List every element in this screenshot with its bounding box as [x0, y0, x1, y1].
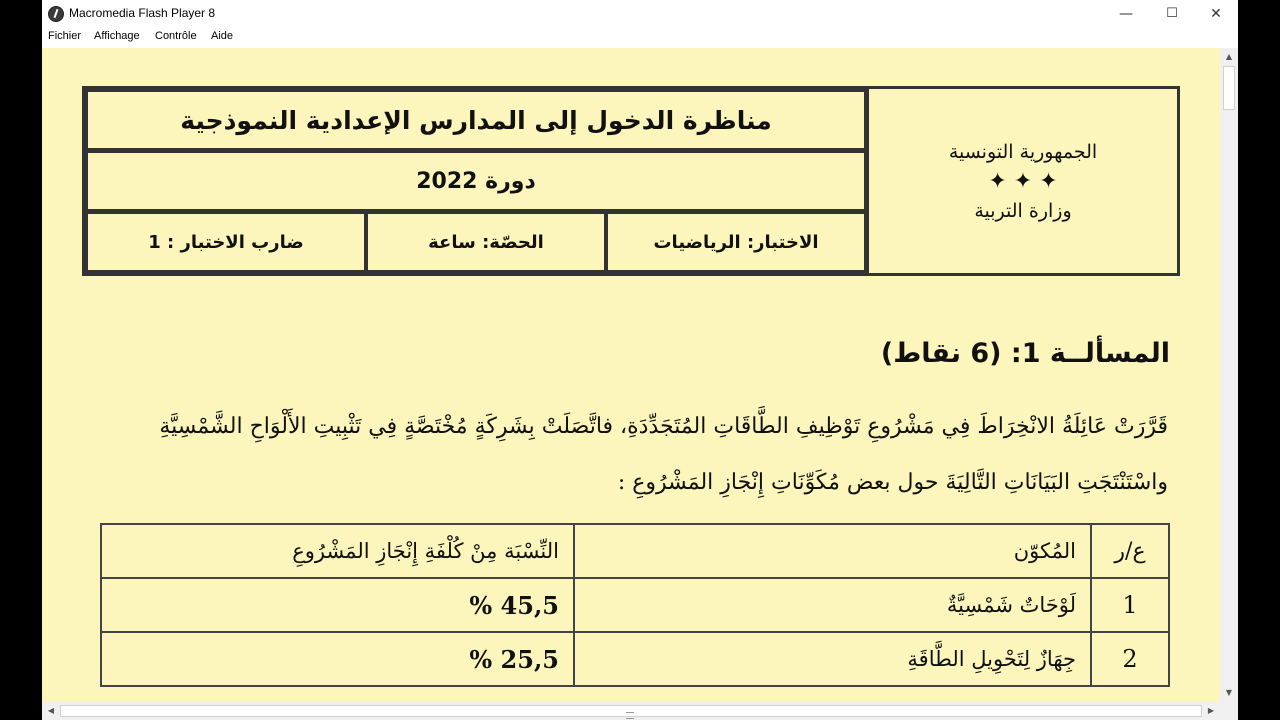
ministry-name: وزارة التربية: [974, 199, 1072, 222]
problem-text-line-1: قَرَّرَتْ عَائِلَةُ الانْخِرَاطَ فِي مَشْرُوعِ تَوْظِيفِ الطَّاقَاتِ المُتَجَدِّدَةِ، فاتَّصَلَتْ بِشَرِكَةٍ مُخْتَصَّةٍ فِي تَثْبِيتِ الأَلْوَاحِ الشَّمْسِيَّةِ: [159, 414, 1168, 439]
menu-affichage[interactable]: Affichage: [94, 30, 140, 42]
stars-ornament: ✦ ✦ ✦: [988, 168, 1058, 194]
exam-title-cell: [85, 89, 867, 151]
coefficient-cell: [85, 211, 367, 273]
row-component: لَوْحَاتٌ شَمْسِيَّةٌ: [574, 578, 1091, 632]
table-header-row: [101, 524, 1169, 578]
exam-coefficient: ضارب الاختبار : 1: [148, 231, 304, 253]
duration-cell: [365, 211, 607, 273]
menu-aide[interactable]: Aide: [211, 30, 234, 42]
exam-subject-cell: [605, 211, 867, 273]
exam-subject: الاختبار: الرياضيات: [653, 231, 819, 253]
header-percentage: النِّسْبَة مِنْ كُلْفَةِ إِنْجَازِ المَشْرُوعِ: [101, 524, 574, 578]
row-number: 2: [1091, 632, 1169, 686]
window-title: Macromedia Flash Player 8: [69, 6, 216, 20]
horizontal-scroll-thumb[interactable]: [60, 705, 1202, 717]
session-label: دورة 2022: [416, 168, 536, 194]
row-percentage: 45,5 %: [101, 578, 574, 632]
scroll-right-icon[interactable]: ▶: [1207, 706, 1215, 715]
close-button[interactable]: ✕: [1210, 6, 1222, 22]
components-table: [100, 523, 1170, 687]
vertical-scroll-thumb[interactable]: [1223, 66, 1235, 110]
scroll-up-icon[interactable]: ▲: [1225, 52, 1233, 61]
exam-duration: الحصّة: ساعة: [428, 231, 544, 253]
row-component: جِهَازٌ لِتَحْوِيلِ الطَّاقَةِ: [574, 632, 1091, 686]
row-number: 1: [1091, 578, 1169, 632]
table-row: [101, 632, 1169, 686]
country-name: الجمهورية التونسية: [948, 140, 1098, 163]
scroll-left-icon[interactable]: ◀: [47, 706, 55, 715]
problem-text-line-2: واسْتَنْتَجَتِ البَيَانَاتِ التَّالِيَةَ حول بعض مُكَوِّنَاتِ إِنْجَازِ المَشْرُوعِ :: [617, 470, 1168, 495]
exam-title: مناظرة الدخول إلى المدارس الإعدادية النموذجية: [180, 105, 772, 135]
menu-fichier[interactable]: Fichier: [48, 30, 82, 42]
scroll-down-icon[interactable]: ▼: [1225, 688, 1233, 697]
horizontal-scrollbar[interactable]: [42, 702, 1220, 720]
menu-controle[interactable]: Contrôle: [155, 30, 197, 42]
problem-heading: المسألــة 1: (6 نقاط): [880, 338, 1170, 369]
scrollbar-corner: [1220, 702, 1238, 720]
scroll-grip-icon: [626, 712, 634, 719]
table-row: [101, 578, 1169, 632]
header-component: المُكوّن: [574, 524, 1091, 578]
flash-player-icon: [48, 6, 64, 22]
flash-player-window: [42, 0, 1238, 720]
maximize-button[interactable]: ☐: [1166, 6, 1178, 21]
ministry-cell: [866, 86, 1180, 276]
vertical-scrollbar[interactable]: [1220, 48, 1238, 702]
header-number: ع/ر: [1091, 524, 1169, 578]
minimize-button[interactable]: —: [1119, 6, 1133, 22]
session-cell: [85, 150, 867, 212]
flash-content-area[interactable]: [42, 48, 1220, 702]
title-bar[interactable]: [42, 0, 1238, 28]
row-percentage: 25,5 %: [101, 632, 574, 686]
menu-bar: [42, 28, 1238, 47]
